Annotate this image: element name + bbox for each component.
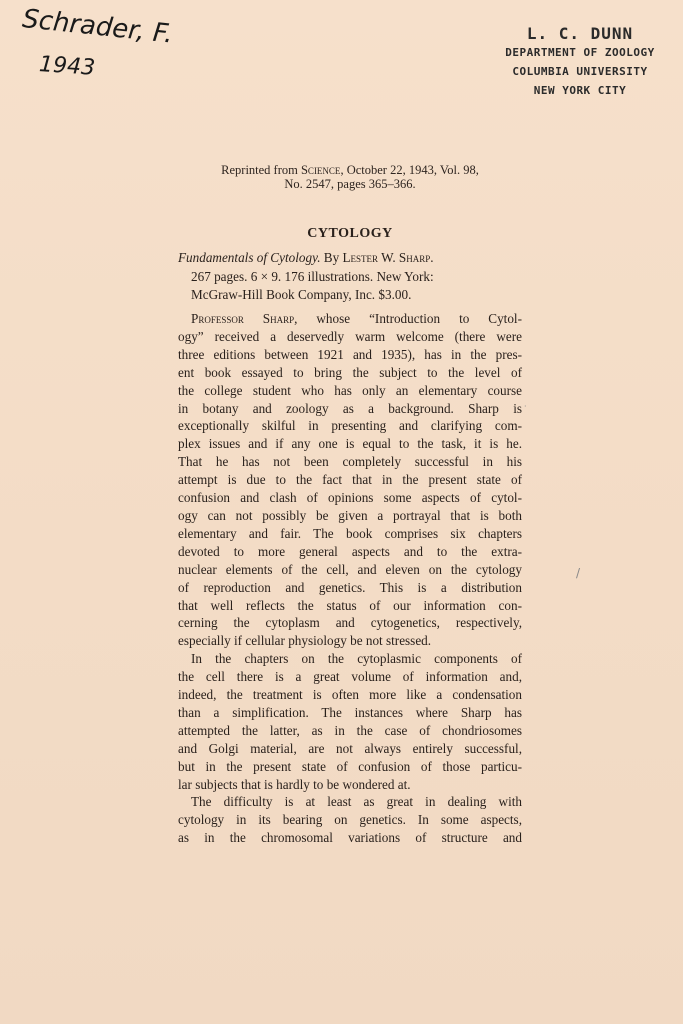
paragraph-2 [178,650,522,793]
text-line: as in the chromosomal variations of structure and [178,830,522,846]
text-line: cerning the cytoplasm and cytogenetics, respectively, [178,615,522,631]
text-line: indeed, the treatment is often more like a condensation [178,687,522,703]
text-line: and Golgi material, are not always entirely successful, [178,740,522,756]
text-line: lar subjects that is hardly to be wondered at. [178,776,411,792]
text-line: the cell there is a great volume of information and, [178,669,522,685]
text-line: ogy” received a deservedly warm welcome (there were [178,328,522,344]
text-line: That he has not been completely successful in his [178,454,522,470]
citation-publisher: McGraw-Hill Book Company, Inc. $3.00. [191,287,412,303]
stamp-name: L. C. DUNN [526,24,634,43]
text-line: In the chapters on the cytoplasmic components of [191,651,522,667]
text-line: that well reflects the status of our information con- [178,597,522,613]
stamp-university: COLUMBIA UNIVERSITY [512,65,648,78]
stamp-department: DEPARTMENT OF ZOOLOGY [505,46,655,59]
text-line [178,310,522,328]
article-title: CYTOLOGY [307,226,393,241]
text-line: attempted the latter, as in the case of chondriosomes [178,722,522,738]
text-line: devoted to more general aspects and to the extra- [178,543,522,559]
book-author: Lester W. Sharp. [342,250,434,265]
citation-by: By [320,250,343,265]
text-line: The difficulty is at least as great in dealing with [191,794,522,810]
text-line: plex issues and if any one is equal to the task, it is he. [178,436,522,452]
reprint-journal: Science [300,163,341,177]
handwritten-author-name: Schrader, F. [20,4,175,50]
stamp-city: NEW YORK CITY [533,84,627,97]
paragraph-1 [178,310,522,650]
text-line: especially if cellular physiology be not stressed. [178,633,432,649]
paragraph-3 [178,793,522,847]
library-stamp [480,24,680,100]
text-line: three editions between 1921 and 1935), has in the pres- [178,346,522,362]
text-line: nuclear elements of the cell, and eleven on the cytology [178,561,522,577]
reprint-notice [178,163,522,191]
text-line: cytology in its bearing on genetics. In some aspects, [178,812,522,828]
text-line: attempt is due to the fact that in the present state of [178,472,522,488]
pencil-mark: / [576,566,581,580]
text-line: elementary and fair. The book comprises six chapters [178,525,522,541]
text-line: ogy can not possibly be given a portrayal that is both [178,507,522,523]
text-line: the college student who has only an elementary course [178,382,522,398]
text-line: exceptionally skilful in presenting and clarifying com- [178,418,522,434]
text-line: in botany and zoology as a background. Sharp is [178,400,522,416]
paragraph-lead: Professor Sharp, [191,311,298,326]
line-text: whose “Introduction to Cytol- [297,311,522,326]
speck-mark: · [524,402,527,411]
handwritten-year: 1943 [38,52,96,81]
text-line: than a simplification. The instances where Sharp has [178,704,522,720]
text-line: confusion and clash of opinions some aspects of cytol- [178,490,522,506]
text-line: but in the present state of confusion of those particu- [178,758,522,774]
reprint-suffix: , October 22, 1943, Vol. 98, [340,163,479,177]
text-line: of reproduction and genetics. This is a distribution [178,579,522,595]
reprint-prefix: Reprinted from [221,163,301,177]
text-line: ent book essayed to bring the subject to the level of [178,364,522,380]
reprint-line2: No. 2547, pages 365–366. [284,177,416,191]
book-title: Fundamentals of Cytology. [178,250,321,265]
citation-details: 267 pages. 6 × 9. 176 illustrations. New York: [191,268,434,284]
article-body [178,310,522,847]
book-citation [178,249,522,305]
